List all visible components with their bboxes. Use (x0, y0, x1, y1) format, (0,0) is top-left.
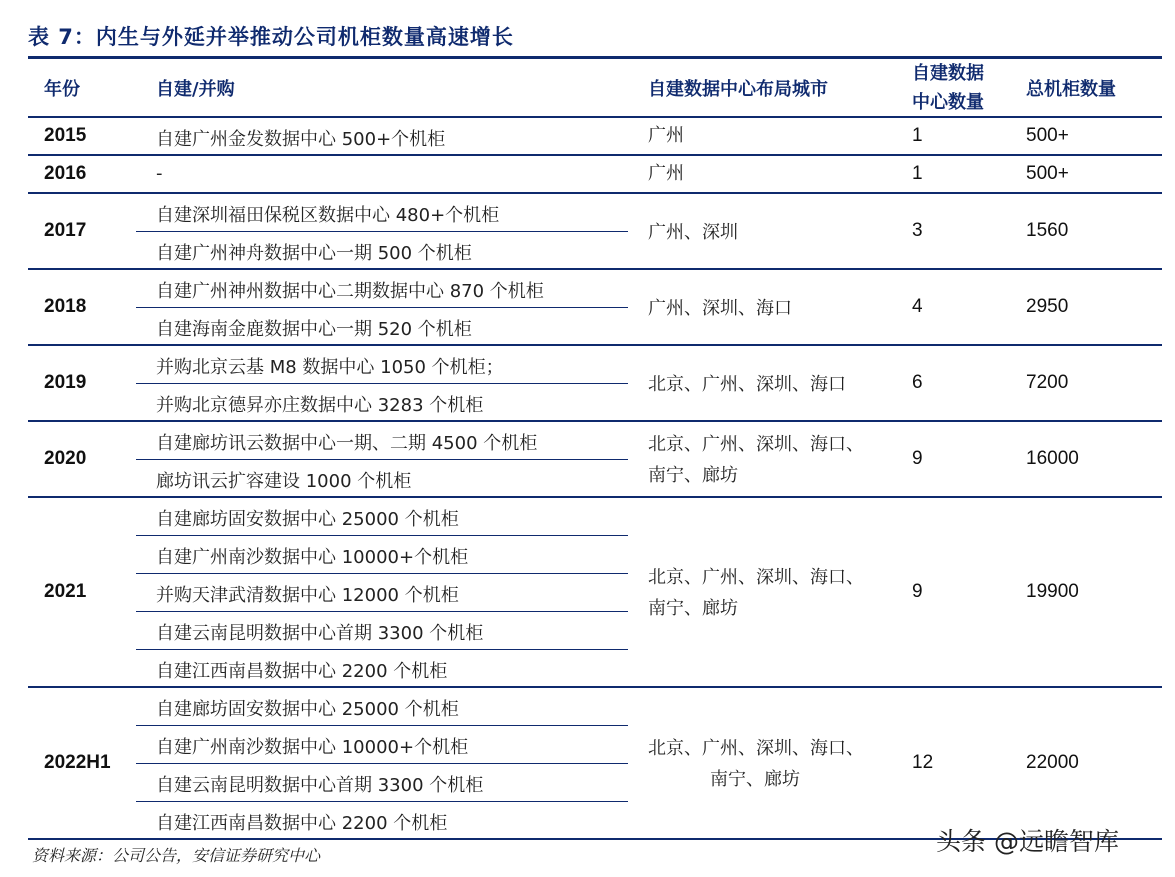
cities-cell (648, 429, 864, 491)
method-item-text: 自建廊坊讯云数据中心一期、二期 4500 个机柜 (156, 433, 538, 454)
header-count-line1: 自建数据 (912, 63, 984, 84)
method-item (136, 118, 628, 156)
cities-cell (648, 369, 846, 400)
cities-line: 广州、深圳 (648, 221, 738, 243)
cities-cell (648, 120, 684, 151)
method-item (136, 232, 628, 270)
method-item (136, 688, 628, 726)
cities-cell (648, 562, 864, 624)
cabinets-cell: 16000 (1026, 448, 1079, 469)
method-item (136, 574, 628, 612)
watermark: 头条 @远瞻智库 (936, 827, 1119, 856)
method-item-text: - (156, 163, 163, 184)
method-item (136, 612, 628, 650)
cabinets-cell: 500+ (1026, 125, 1069, 146)
count-cell: 4 (912, 296, 923, 317)
table-row (28, 422, 1162, 498)
table-row (28, 194, 1162, 270)
cabinets-cell: 2950 (1026, 296, 1069, 317)
cities-cell (648, 293, 792, 324)
table-header (28, 59, 1162, 116)
cities-line: 南宁、廊坊 (648, 465, 738, 486)
year-cell: 2017 (44, 220, 87, 241)
cities-cell (648, 217, 738, 248)
count-cell: 6 (912, 372, 923, 393)
method-item (136, 308, 628, 346)
method-item-text: 自建江西南昌数据中心 2200 个机柜 (156, 813, 448, 834)
method-item (136, 156, 628, 194)
year-cell: 2020 (44, 448, 87, 469)
method-item-text: 自建江西南昌数据中心 2200 个机柜 (156, 661, 448, 682)
method-item-text: 自建深圳福田保税区数据中心 480+个机柜 (156, 205, 500, 226)
method-item (136, 194, 628, 232)
count-cell: 3 (912, 220, 923, 241)
method-item-text: 自建云南昆明数据中心首期 3300 个机柜 (156, 623, 484, 644)
method-item-text: 自建广州神州数据中心二期数据中心 870 个机柜 (156, 281, 544, 302)
cities-line: 北京、广州、深圳、海口、 (648, 738, 864, 759)
cities-line: 广州、深圳、海口 (648, 297, 792, 319)
method-item (136, 802, 628, 840)
cities-line: 北京、广州、深圳、海口、 (648, 434, 864, 455)
method-item (136, 764, 628, 802)
table-row (28, 346, 1162, 422)
method-item (136, 650, 628, 688)
method-item-text: 自建云南昆明数据中心首期 3300 个机柜 (156, 775, 484, 796)
method-item-text: 自建廊坊固安数据中心 25000 个机柜 (156, 699, 459, 720)
header-method: 自建/并购 (156, 79, 235, 100)
cities-line: 南宁、廊坊 (648, 598, 738, 619)
method-item-text: 自建广州南沙数据中心 10000+个机柜 (156, 547, 469, 568)
method-item (136, 384, 628, 422)
cabinets-cell: 1560 (1026, 220, 1069, 241)
count-cell: 1 (912, 163, 923, 184)
cabinets-cell: 22000 (1026, 752, 1079, 773)
cabinets-cell: 7200 (1026, 372, 1069, 393)
method-item-text: 并购北京德昇亦庄数据中心 3283 个机柜 (156, 395, 484, 416)
table-row (28, 688, 1162, 840)
cities-line: 南宁、廊坊 (710, 769, 800, 790)
method-item-text: 并购北京云基 M8 数据中心 1050 个机柜； (156, 357, 504, 378)
method-item-text: 自建广州神舟数据中心一期 500 个机柜 (156, 243, 472, 264)
cities-line: 广州 (648, 124, 684, 146)
cities-line: 广州 (648, 162, 684, 184)
header-year: 年份 (44, 79, 80, 100)
method-item (136, 498, 628, 536)
method-item (136, 536, 628, 574)
table-row (28, 156, 1162, 194)
count-cell: 12 (912, 752, 934, 773)
table-row (28, 118, 1162, 156)
table-row (28, 270, 1162, 346)
count-cell: 9 (912, 581, 923, 602)
method-item (136, 422, 628, 460)
cities-line: 北京、广州、深圳、海口、 (648, 567, 864, 588)
year-cell: 2015 (44, 125, 87, 146)
method-item-text: 自建广州金发数据中心 500+个机柜 (156, 129, 446, 150)
method-item-text: 并购天津武清数据中心 12000 个机柜 (156, 585, 459, 606)
method-item-text: 自建海南金鹿数据中心一期 520 个机柜 (156, 319, 472, 340)
header-cities: 自建数据中心布局城市 (648, 79, 828, 100)
cities-cell (648, 733, 864, 795)
table-title: 表 7：内生与外延并举推动公司机柜数量高速增长 (28, 25, 514, 49)
year-cell: 2018 (44, 296, 87, 317)
method-item (136, 346, 628, 384)
cabinets-cell: 500+ (1026, 163, 1069, 184)
method-item (136, 726, 628, 764)
source-note: 资料来源：公司公告，安信证券研究中心 (32, 846, 321, 865)
method-item-text: 自建廊坊固安数据中心 25000 个机柜 (156, 509, 459, 530)
header-count-line2: 中心数量 (912, 92, 984, 113)
header-cabinets: 总机柜数量 (1026, 79, 1116, 100)
method-item (136, 270, 628, 308)
cities-line: 北京、广州、深圳、海口 (648, 373, 846, 395)
year-cell: 2016 (44, 163, 87, 184)
table-row (28, 498, 1162, 688)
year-cell: 2022H1 (44, 752, 111, 773)
method-item (136, 460, 628, 498)
cabinets-cell: 19900 (1026, 581, 1079, 602)
method-item-text: 自建广州南沙数据中心 10000+个机柜 (156, 737, 469, 758)
count-cell: 1 (912, 125, 923, 146)
method-item-text: 廊坊讯云扩容建设 1000 个机柜 (156, 471, 412, 492)
count-cell: 9 (912, 448, 923, 469)
year-cell: 2019 (44, 372, 87, 393)
cities-cell (648, 158, 684, 189)
year-cell: 2021 (44, 581, 87, 602)
